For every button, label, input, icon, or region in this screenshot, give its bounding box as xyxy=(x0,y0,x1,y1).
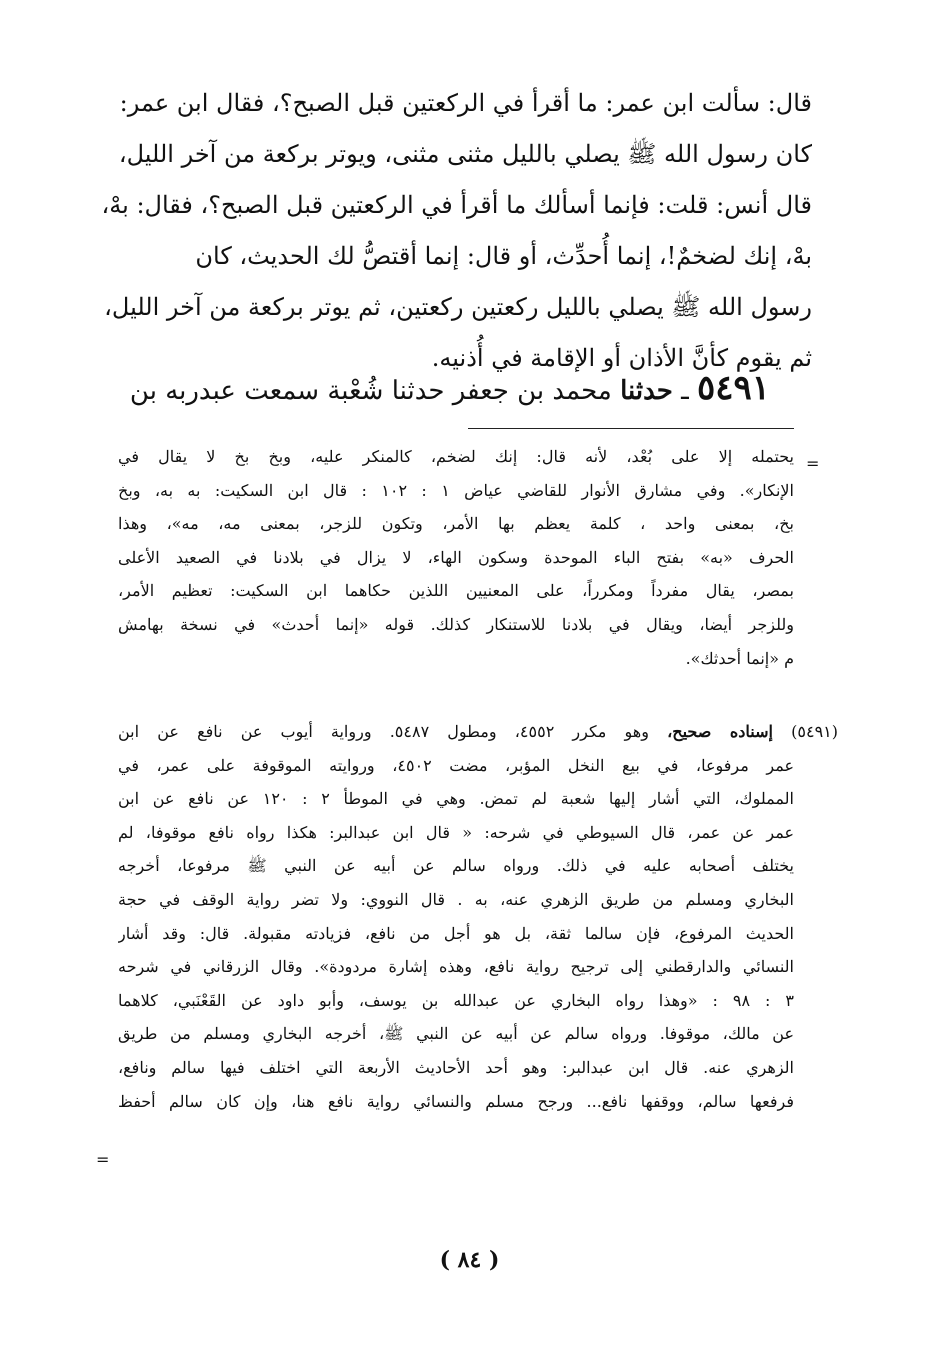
hadith-number: ٥٤٩١ xyxy=(696,368,770,408)
main-text-line: رسول الله ﷺ يصلي بالليل ركعتين ركعتين، ثم يوتر بركعة من آخر الليل، xyxy=(104,293,812,321)
hadith-text: محمد بن جعفر حدثنا شُعْبة سمعت عبدربه بن xyxy=(129,376,612,406)
footnote-line: يختلف أصحابه عليه في ذلك. ورواه سالم عن أبيه عن النبي ﷺ مرفوعا، أخرجه xyxy=(118,856,794,876)
footnote-line: ٣ : ٩٨ : «وهذا رواه البخاري عن عبدالله بن يوسف، وأبو داود عن القَعْنَبي، كلاهما xyxy=(118,990,794,1010)
main-text-line: قال: سألت ابن عمر: ما أقرأ في الركعتين قبل الصبح؟، فقال ابن عمر: xyxy=(119,89,812,117)
footnote-line: بمصر، يقال مفرداً ومكرراً، على المعنيين اللذين حكاهما ابن السكيت: تعظيم الأمر، xyxy=(118,581,794,601)
main-text-line: بهْ، إنك لضخمٌ!، إنما أُحدِّث، أو قال: إنما أقتصُّ لك الحديث، كان xyxy=(195,242,812,270)
footnote-line: المملوك، التي أشار إليها شعبة لم تمض. وهي في الموطأ ٢ : ١٢٠ عن نافع عن ابن xyxy=(118,789,794,809)
continuation-mark-bottom: = xyxy=(96,1150,110,1169)
main-text xyxy=(70,78,812,384)
footnote-5491 xyxy=(118,715,838,1118)
hadith-keyword: حدثنا xyxy=(620,376,673,406)
hadith-heading xyxy=(70,360,770,419)
page-number: ( ٨٤ ) xyxy=(439,1247,500,1273)
footnote-line: وللزجر أيضا، ويقال في بلادنا للاستنكار كذلك. قوله «إنما أحدث» في نسخة بهامش xyxy=(118,614,794,634)
footnote-line: عمر عن عمر، قال السيوطي في شرحه: « قال ابن عبدالبر: هكذا رواه نافع موقوفا، لم xyxy=(118,822,794,842)
main-text-line: ثم يقوم كأنَّ الأذان أو الإقامة في أُذنيه. xyxy=(431,344,812,372)
main-text-line: كان رسول الله ﷺ يصلي بالليل مثنى مثنى، ويوتر بركعة من آخر الليل، xyxy=(118,140,812,168)
footnote-bold-lead: إسناده صحيح، xyxy=(667,722,773,741)
footnote-line: الحرف «به» بفتح الباء الموحدة وسكون الهاء، لا يزال في بلادنا في الصعيد الأعلى xyxy=(118,547,794,567)
footnote-line: م «إنما أحدثك». xyxy=(685,648,794,668)
footnote-line: عن مالك، موقوفا. ورواه سالم عن أبيه عن النبي ﷺ، أخرجه البخاري ومسلم من طريق xyxy=(118,1024,794,1044)
hadith-dash: ـ xyxy=(681,376,689,406)
footnote-first-line-rest: وهو مكرر ٤٥٥٢، ومطول ٥٤٨٧. ورواية أيوب عن نافع عن ابن xyxy=(118,722,649,741)
footnote-line: بخ، بمعنى واحد ، كلمة يعظم بها الأمر، وتكون للزجر، بمعنى مه، مه»، وهذا xyxy=(118,514,794,534)
footnote-label: (٥٤٩١) xyxy=(791,722,838,741)
main-text-line: قال أنس: قلت: فإنما أسألك ما أقرأ في الركعتين قبل الصبح؟، فقال: بهْ، xyxy=(101,191,812,219)
footnote-5491-first-line xyxy=(118,715,838,749)
footnote-line: الحديث المرفوع، فإن سالما ثقة، بل هو أجل من نافع، فزيادته مقبولة. قال: وقد أشار xyxy=(118,923,794,943)
continuation-mark-top: = xyxy=(806,454,820,473)
footnote-line: فرفعها سالم، ووقفها نافع... ورجح مسلم والنسائي رواية نافع هنا، وإن كان سالم أحفظ xyxy=(118,1091,794,1111)
footnote-line: البخاري ومسلم من طريق الزهري عنه، به . قال النووي: ولا تضر رواية الوقف في حجة xyxy=(118,889,794,909)
footnote-divider xyxy=(468,428,794,429)
footnote-continuation xyxy=(118,440,794,675)
footnote-line: عمر مرفوعا، في بيع النخل المؤبر، مضت ٤٥٠٢، وروايته الموقوفة على عمر، في xyxy=(118,755,794,775)
footnote-line: الزهري عنه. قال ابن عبدالبر: وهو أحد الأحاديث الأربعة التي اختلف فيها سالم ونافع، xyxy=(118,1057,794,1077)
footnote-line: يحتمله إلا على بُعْد، لأنه قال: إنك لضخم، كالمنكر عليه، وبخ بخ لا يقال في xyxy=(118,447,794,466)
footnote-line: الإنكار». وفي مشارق الأنوار للقاضي عياض ١ : ١٠٢ : قال ابن السكيت: به به، وبخ xyxy=(118,480,794,500)
footnote-line: النسائي والدارقطني إلى ترجيح رواية نافع، وهذه إشارة مردودة». وقال الزرقاني في شرحه xyxy=(118,957,794,977)
